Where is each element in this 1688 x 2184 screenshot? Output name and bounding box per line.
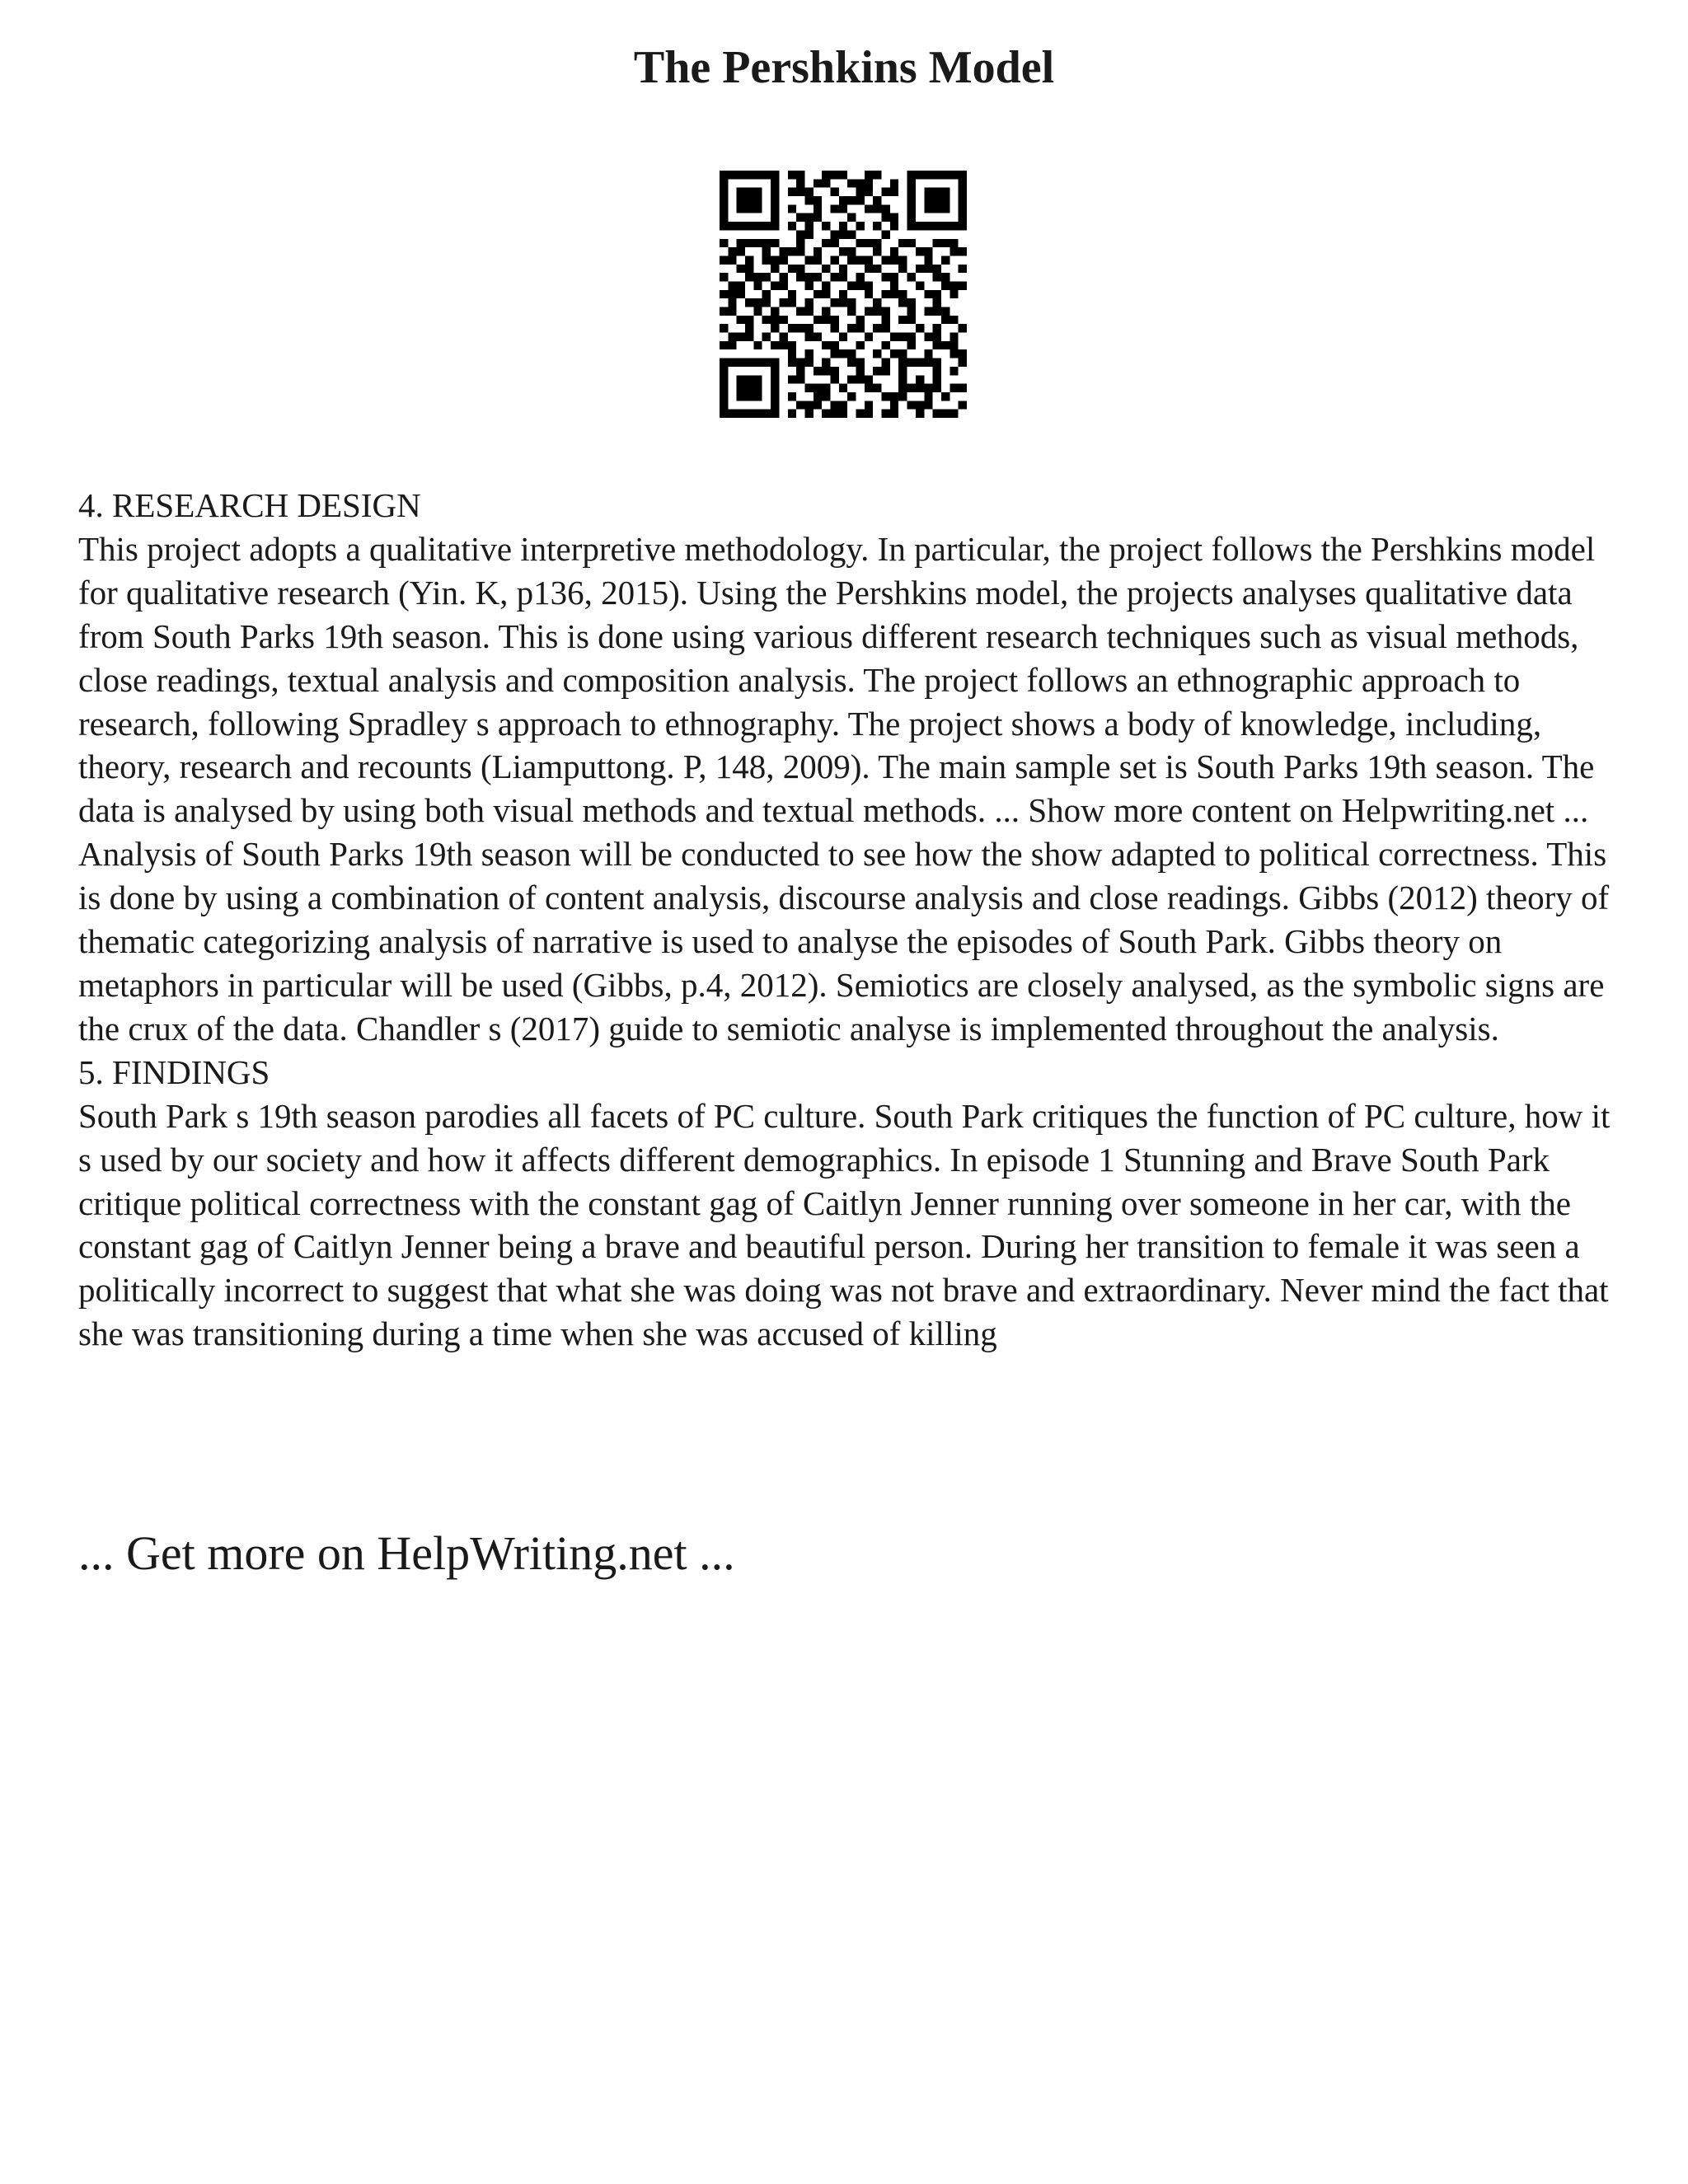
section-heading-research-design: 4. RESEARCH DESIGN — [78, 486, 421, 524]
research-design-paragraph-1: This project adopts a qualitative interpretive methodology. In particular, the project follows the Pershkins model for qualitative research (Yin. K, p136, 2015). Using the Pershkins model, the projects analyses qualitative data from South Parks 19th season. This is done using various different research techniques such as visual methods, close readings, textual analysis and composition analysis. The project follows an ethnographic approach to research, following Spradley s approach to ethnography. The project shows a body of knowledge, including, theory, research and recounts (Liamputtong. P, 148, 2009). The main sample set is South Parks 19th season. The data is analysed by using both visual methods and textual methods. ... Show more content on Helpwriting.net ... — [78, 529, 1596, 830]
research-design-paragraph-2: Analysis of South Parks 19th season will be conducted to see how the show adapted to political correctness. This is done by using a combination of content analysis, discourse analysis and close readings. Gibbs (2012) theory of thematic categorizing analysis of narrative is used to analyse the episodes of South Park. Gibbs theory on metaphors in particular will be used (Gibbs, p.4, 2012). Semiotics are closely analysed, as the symbolic signs are the crux of the data. Chandler s (2017) guide to semiotic analyse is implemented throughout the analysis. — [78, 835, 1610, 1047]
get-more-link[interactable]: ... Get more on HelpWriting.net ... — [78, 1526, 735, 1580]
document-body — [78, 484, 1628, 1356]
section-heading-findings: 5. FINDINGS — [78, 1052, 270, 1091]
qr-code-icon — [720, 171, 967, 418]
page-title: The Pershkins Model — [633, 42, 1055, 93]
findings-paragraph-1: South Park s 19th season parodies all facets of PC culture. South Park critiques the function of PC culture, how it s used by our society and how it affects different demographics. In episode 1 Stunning and Brave South Park critique political correctness with the constant gag of Caitlyn Jenner running over someone in her car, with the constant gag of Caitlyn Jenner being a brave and beautiful person. During her transition to female it was seen a politically incorrect to suggest that what she was doing was not brave and extraordinary. Never mind the fact that she was transitioning during a time when she was accused of killing — [78, 1096, 1611, 1353]
